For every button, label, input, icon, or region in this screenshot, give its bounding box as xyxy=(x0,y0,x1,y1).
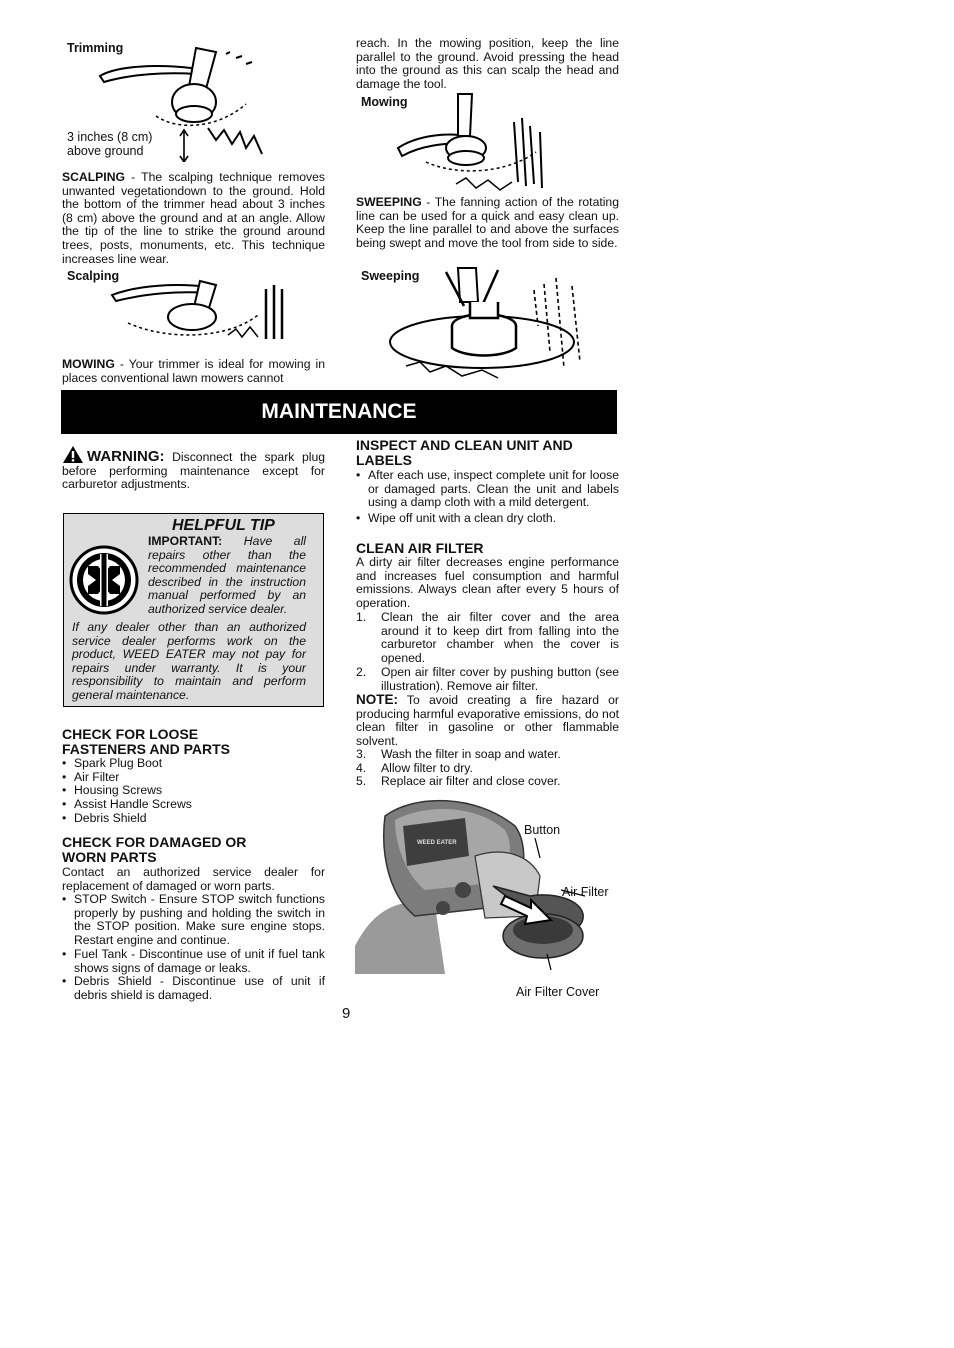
inspect-clean-list xyxy=(356,469,619,526)
trimming-height-line-2: above ground xyxy=(67,144,144,158)
helpful-tip-title: HELPFUL TIP xyxy=(172,517,275,534)
step-number: 4. xyxy=(356,760,367,775)
helpful-tip-body: If any dealer other than an authorized service dealer performs work on the product, WEED EATER may not pay for repairs under warranty. It is your responsibility to maintain and perform general maintenance. xyxy=(72,620,306,702)
mowing-paragraph xyxy=(62,358,325,385)
loose-fasteners-heading-line-1: CHECK FOR LOOSE xyxy=(62,726,199,742)
note-text: To avoid creating a fire hazard or producing harmful evaporative emissions, do not clean filter in gasoline or other flammable solvent. xyxy=(356,693,619,748)
warning-text: Disconnect the spark plug before performing maintenance except for carburetor adjustments. xyxy=(62,450,325,492)
step-number: 3. xyxy=(356,747,367,761)
list-item xyxy=(356,748,619,762)
list-item xyxy=(356,762,619,776)
warning-label: WARNING: xyxy=(87,448,165,465)
list-item: • Fuel Tank - Discontinue use of unit if fuel tank shows signs of damage or leaks. xyxy=(62,948,325,975)
inspect-clean-heading-line-1: INSPECT AND CLEAN UNIT AND xyxy=(356,437,573,453)
inspect-clean-heading xyxy=(356,438,573,468)
list-item: • After each use, inspect complete unit for loose or damaged parts. Clean the unit and labels using a damp cloth with a mild detergent. xyxy=(356,469,619,510)
step-text: Open air filter cover by pushing button (see illustration). Remove air filter. xyxy=(381,664,619,693)
warning-icon xyxy=(62,445,84,464)
trimming-height-line-1: 3 inches (8 cm) xyxy=(67,130,153,144)
list-item xyxy=(356,611,619,666)
sweeping-text: - The fanning action of the rotating line can be used for a quick and easy clean up. Keep the line parallel to and above the surfaces being swept and move the tool from side to side. xyxy=(356,195,619,250)
scalping-text: - The scalping technique removes unwanted vegetationdown to the ground. Hold the bottom of the trimmer head about 3 inches (8 cm) above the ground and at an angle. Allow the tip of the line to strike the ground around trees, posts, monuments, etc. This technique increases line wear. xyxy=(62,170,325,266)
list-item: • STOP Switch - Ensure STOP switch functions properly by pushing and holding the switch in the STOP position. Make sure engine stops. Restart engine and continue. xyxy=(62,893,325,948)
air-filter-steps-2 xyxy=(356,748,619,789)
step-text: Clean the air filter cover and the area around it to keep dirt from falling into the carburetor chamber when the cover is opened. xyxy=(381,610,619,666)
mowing-figure-label: Mowing xyxy=(361,95,408,109)
list-item: • Debris Shield - Discontinue use of unit if debris shield is damaged. xyxy=(62,975,325,1002)
important-label: IMPORTANT: xyxy=(148,534,223,548)
air-filter-steps-1 xyxy=(356,611,619,693)
page-number: 9 xyxy=(342,1005,351,1022)
warning-paragraph xyxy=(62,445,325,492)
step-number: 2. xyxy=(356,664,367,679)
callout-air-filter-cover: Air Filter Cover xyxy=(516,985,600,999)
inspect-clean-heading-line-2: LABELS xyxy=(356,452,412,468)
clean-air-filter-heading: CLEAN AIR FILTER xyxy=(356,540,484,556)
list-item xyxy=(356,775,619,789)
brand-mark: WEED EATER xyxy=(417,840,457,846)
list-item: • Assist Handle Screws xyxy=(62,798,325,812)
important-note xyxy=(148,535,306,617)
air-filter-intro: A dirty air filter decreases engine performance and increases fuel consumption and harmful emissions. Always clean after every 5 hours of operation. xyxy=(356,555,619,610)
damaged-parts-intro: Contact an authorized service dealer for replacement of damaged or worn parts. xyxy=(62,865,325,893)
loose-fasteners-list xyxy=(62,757,325,826)
note-label: NOTE: xyxy=(356,692,398,707)
trimming-height-note xyxy=(67,130,152,158)
mowing-text: - Your trimmer is ideal for mowing in places conventional lawn mowers cannot xyxy=(62,357,325,385)
sweeping-figure-label: Sweeping xyxy=(361,269,420,283)
step-number: 1. xyxy=(356,610,367,624)
step-text: Replace air filter and close cover. xyxy=(381,774,561,789)
step-text: Wash the filter in soap and water. xyxy=(381,747,561,761)
damaged-parts-heading-line-1: CHECK FOR DAMAGED OR xyxy=(62,834,247,850)
list-item: • Spark Plug Boot xyxy=(62,757,325,771)
damaged-parts-heading-line-2: WORN PARTS xyxy=(62,849,157,865)
scalping-lead: SCALPING xyxy=(62,170,125,184)
scalping-paragraph xyxy=(62,171,325,266)
list-item: • Housing Screws xyxy=(62,784,325,798)
wrench-icon xyxy=(68,544,140,616)
trimming-figure-label: Trimming xyxy=(67,41,124,55)
scalping-illustration xyxy=(108,275,298,345)
scalping-figure-label: Scalping xyxy=(67,269,120,283)
mowing-illustration xyxy=(396,92,556,196)
important-text: Have all repairs other than the recommended maintenance described in the instruction manual performed by an authorized service dealer. xyxy=(148,534,306,616)
sweeping-paragraph xyxy=(356,196,619,250)
list-item: • Air Filter xyxy=(62,771,325,785)
callout-button: Button xyxy=(524,823,561,837)
mowing-lead: MOWING xyxy=(62,357,115,371)
step-number: 5. xyxy=(356,774,367,789)
air-filter-note xyxy=(356,693,619,748)
mowing-continued: reach. In the mowing position, keep the line parallel to the ground. Avoid pressing the head into the ground as this can scalp the head and damage the tool. xyxy=(356,36,619,91)
damaged-parts-list xyxy=(62,893,325,1003)
step-text: Allow filter to dry. xyxy=(381,760,473,775)
maintenance-banner: MAINTENANCE xyxy=(61,390,617,434)
callout-air-filter: Air Filter xyxy=(562,885,609,899)
helpful-tip-box xyxy=(63,513,324,707)
loose-fasteners-heading xyxy=(62,727,230,757)
sweeping-lead: SWEEPING xyxy=(356,195,422,209)
list-item xyxy=(356,666,619,693)
damaged-parts-heading xyxy=(62,835,246,865)
list-item: • Debris Shield xyxy=(62,812,325,826)
sweeping-illustration xyxy=(386,266,592,384)
list-item: • Wipe off unit with a clean dry cloth. xyxy=(356,512,619,526)
loose-fasteners-heading-line-2: FASTENERS AND PARTS xyxy=(62,741,231,757)
